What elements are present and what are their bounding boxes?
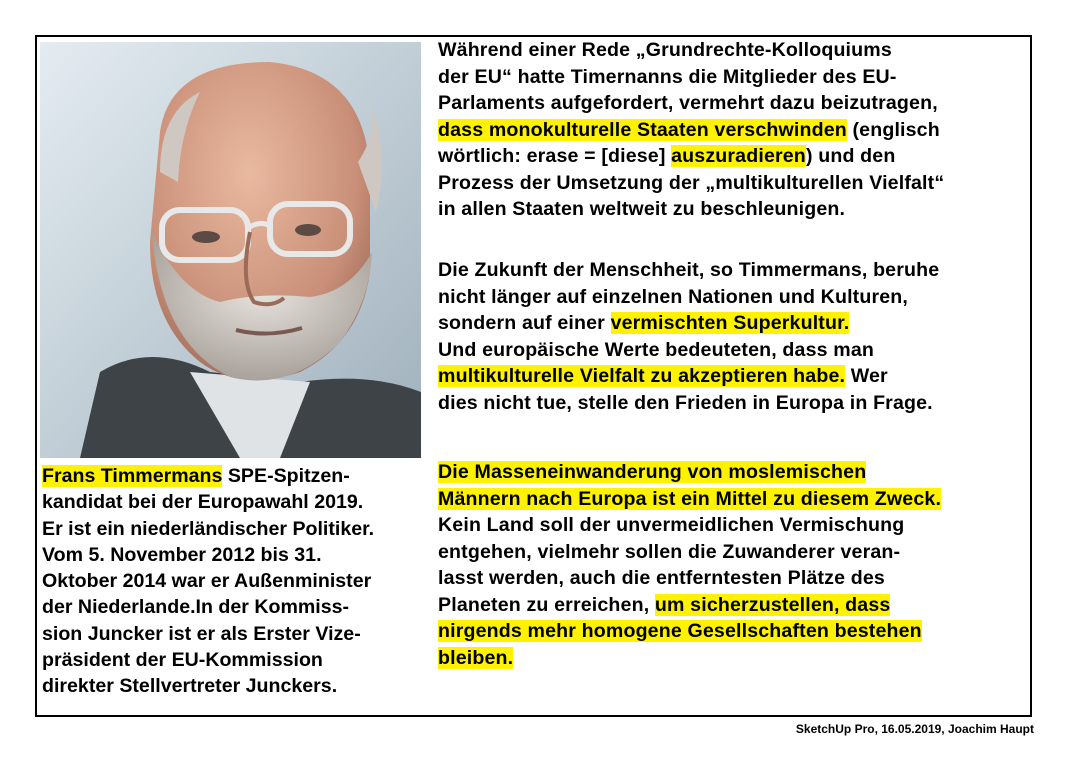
highlighted-text: Frans Timmermans (42, 465, 223, 487)
paragraph3-line (438, 565, 941, 592)
paragraph-speech (438, 37, 944, 223)
caption-line (42, 568, 374, 594)
paragraph1-line (438, 37, 944, 64)
paragraph2-line (438, 337, 939, 364)
paragraph3-line (438, 459, 941, 486)
paragraph3-line (438, 512, 941, 539)
highlighted-text: Männern nach Europa ist ein Mittel zu diesem Zweck. (438, 487, 942, 510)
text-run: Wer (845, 365, 888, 387)
text-run: sion Juncker ist er als Erster Vize- (42, 622, 361, 645)
paragraph1-line (438, 143, 944, 170)
caption-line (42, 647, 374, 673)
highlighted-text: nirgends mehr homogene Gesellschaften bestehen (438, 620, 922, 642)
paragraph1-line (438, 170, 944, 197)
text-run: Und europäische Werte bedeuteten, dass man (438, 338, 875, 361)
text-run: sondern auf einer (438, 312, 611, 334)
text-run: Vom 5. November 2012 bis 31. (42, 543, 322, 566)
text-run: Er ist ein niederländischer Politiker. (42, 517, 375, 540)
paragraph2-line (438, 363, 939, 390)
caption-line (42, 594, 374, 620)
paragraph1-line (438, 64, 944, 91)
text-run: Während einer Rede „Grundrechte-Kolloquiums (438, 39, 892, 61)
portrait-caption (42, 463, 374, 700)
text-run: dies nicht tue, stelle den Frieden in Europa in Frage. (438, 391, 933, 414)
paragraph2-line (438, 310, 939, 337)
paragraph3-line (438, 486, 941, 513)
paragraph-superculture (438, 257, 939, 416)
caption-line (42, 621, 374, 647)
highlighted-text: um sicherzustellen, dass (654, 593, 891, 616)
text-run: direkter Stellvertreter Junckers. (42, 675, 338, 698)
text-run: nicht länger auf einzelnen Nationen und Kulturen, (438, 285, 909, 308)
paragraph-immigration (438, 459, 941, 671)
portrait-illustration (40, 42, 421, 458)
caption-line (42, 542, 374, 568)
text-run: Die Zukunft der Menschheit, so Timmermans, beruhe (438, 259, 940, 281)
highlighted-text: auszuradieren (671, 145, 806, 167)
caption-line (42, 516, 374, 542)
text-run: präsident der EU-Kommission (42, 649, 323, 672)
text-run: lasst werden, auch die entferntesten Plätze des (438, 567, 885, 589)
text-run: in allen Staaten weltweit zu beschleunigen. (438, 198, 846, 220)
text-run: Kein Land soll der unvermeidlichen Vermischung (438, 514, 905, 536)
paragraph3-line (438, 645, 941, 672)
text-run: Parlaments aufgefordert, vermehrt dazu beizutragen, (438, 92, 938, 114)
paragraph1-line (438, 196, 944, 223)
highlighted-text: bleiben. (438, 646, 514, 669)
credit-line: SketchUp Pro, 16.05.2019, Joachim Haupt (795, 722, 1034, 736)
portrait-photo (40, 42, 421, 458)
highlighted-text: dass monokulturelle Staaten verschwinden (438, 118, 847, 141)
paragraph3-line (438, 539, 941, 566)
text-run: (englisch (846, 118, 940, 141)
text-run: der EU“ hatte Timernanns die Mitglieder des EU- (438, 65, 897, 88)
highlighted-text: Die Masseneinwanderung von moslemischen (438, 461, 867, 483)
text-run: Planeten zu erreichen, (438, 593, 655, 616)
text-run: entgehen, vielmehr sollen die Zuwanderer veran- (438, 540, 901, 563)
paragraph1-line (438, 117, 944, 144)
caption-line (42, 463, 374, 489)
paragraph2-line (438, 284, 939, 311)
text-run: wörtlich: erase = [diese] (438, 145, 672, 167)
paragraph3-line (438, 592, 941, 619)
paragraph2-line (438, 257, 939, 284)
caption-line (42, 489, 374, 515)
highlighted-text: multikulturelle Vielfalt zu akzeptieren habe. (438, 365, 846, 387)
text-run: ) und den (805, 145, 896, 167)
highlighted-text: vermischten Superkultur. (610, 312, 850, 334)
text-run: SPE-Spitzen- (222, 465, 350, 487)
paragraph2-line (438, 390, 939, 417)
text-run: der Niederlande.In der Kommiss- (42, 596, 350, 619)
text-run: kandidat bei der Europawahl 2019. (42, 491, 364, 514)
caption-line (42, 673, 374, 699)
paragraph3-line (438, 618, 941, 645)
paragraph1-line (438, 90, 944, 117)
text-run: Oktober 2014 war er Außenminister (42, 570, 372, 593)
text-run: Prozess der Umsetzung der „multikulturellen Vielfalt“ (438, 171, 945, 194)
